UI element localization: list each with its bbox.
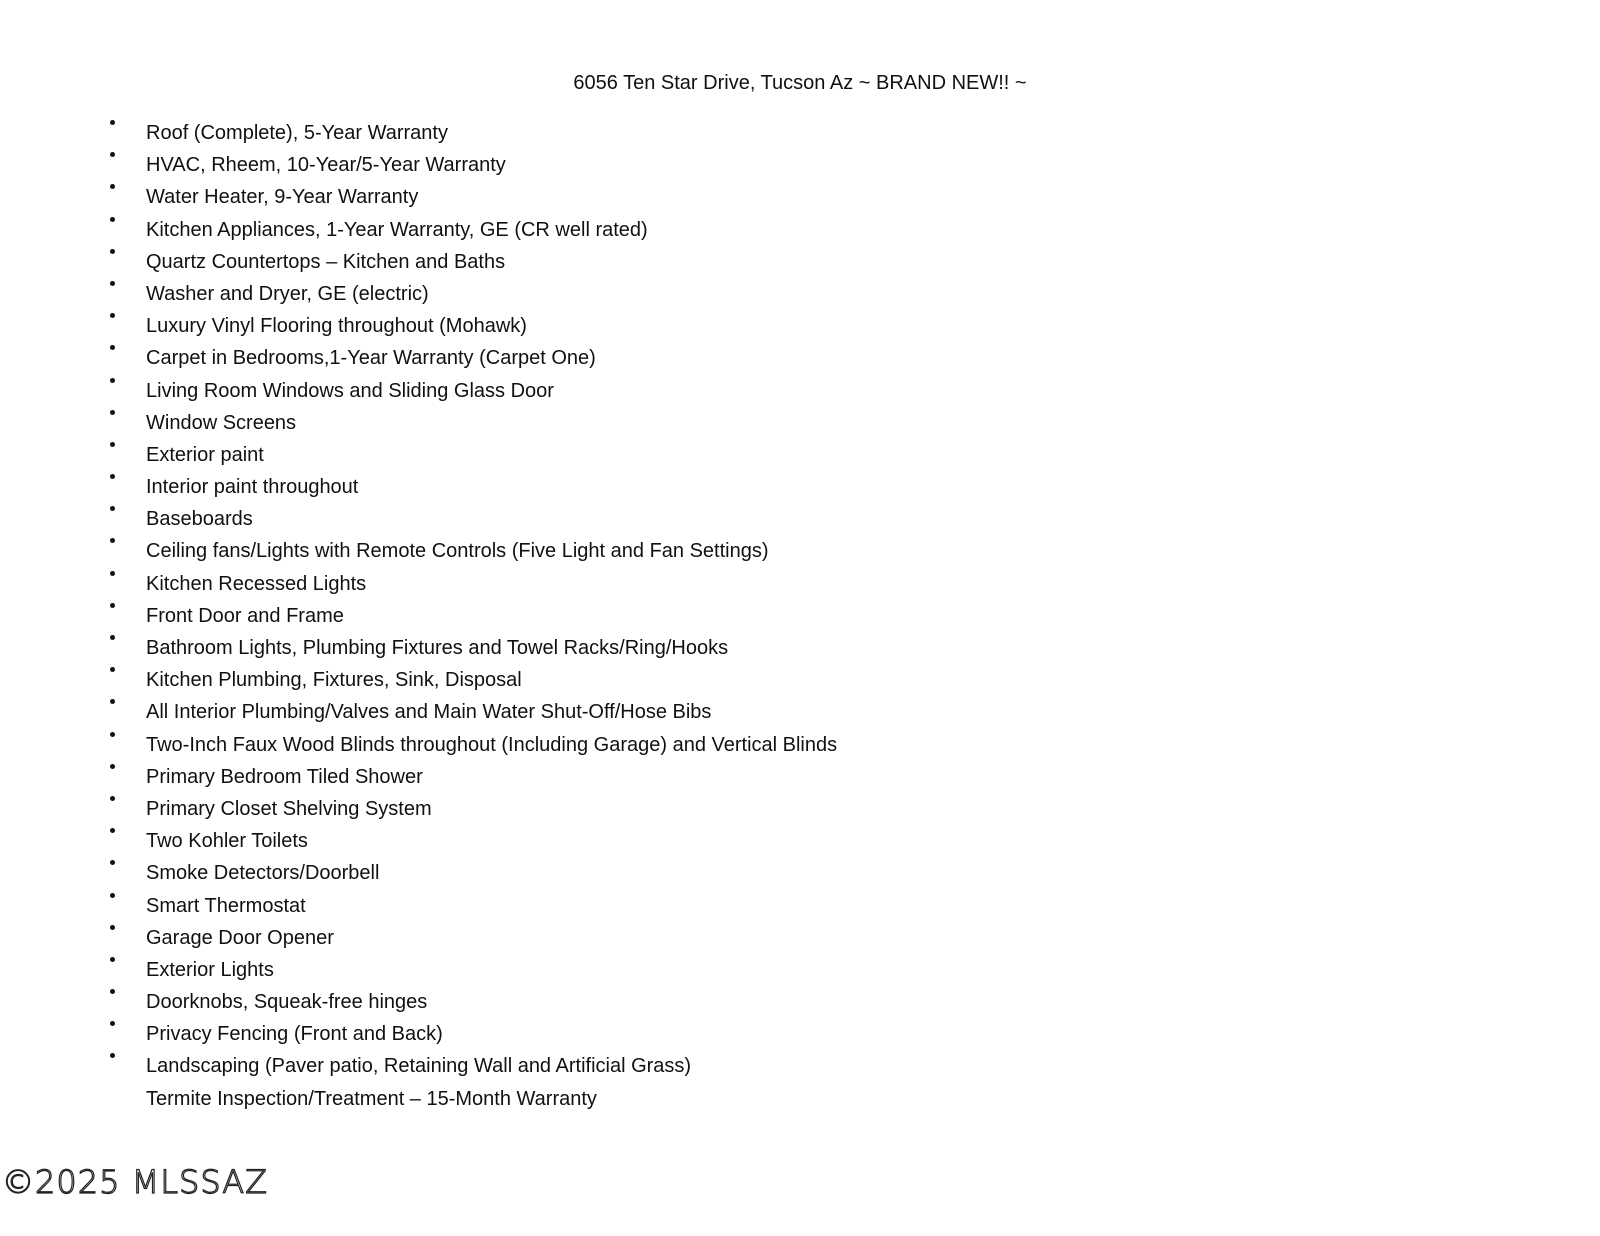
list-item-text: Primary Closet Shelving System bbox=[146, 797, 432, 820]
bullet-icon bbox=[110, 410, 115, 415]
list-item bbox=[0, 569, 1600, 601]
list-item-text: Front Door and Frame bbox=[146, 604, 344, 627]
list-item bbox=[0, 1084, 1600, 1116]
bullet-icon bbox=[110, 796, 115, 801]
list-item bbox=[0, 794, 1600, 826]
list-item bbox=[0, 182, 1600, 214]
bullet-icon bbox=[110, 732, 115, 737]
list-item-text: Washer and Dryer, GE (electric) bbox=[146, 282, 429, 305]
list-item bbox=[0, 891, 1600, 923]
bullet-icon bbox=[110, 120, 115, 125]
bullet-icon bbox=[110, 860, 115, 865]
list-item-text: Landscaping (Paver patio, Retaining Wall and Artificial Grass) bbox=[146, 1055, 692, 1078]
bullet-icon bbox=[110, 925, 115, 930]
list-item-text: Baseboards bbox=[146, 508, 253, 531]
list-item bbox=[0, 601, 1600, 633]
list-item bbox=[0, 1019, 1600, 1051]
list-item-text: Smoke Detectors/Doorbell bbox=[146, 862, 380, 885]
list-item bbox=[0, 858, 1600, 890]
bullet-icon bbox=[110, 699, 115, 704]
list-item bbox=[0, 536, 1600, 568]
list-item bbox=[0, 247, 1600, 279]
list-item-text: HVAC, Rheem, 10-Year/5-Year Warranty bbox=[146, 154, 506, 177]
bullet-icon bbox=[110, 1053, 115, 1058]
list-item bbox=[0, 987, 1600, 1019]
bullet-icon bbox=[110, 184, 115, 189]
list-item-text: Garage Door Opener bbox=[146, 926, 334, 949]
list-item-text: Primary Bedroom Tiled Shower bbox=[146, 765, 423, 788]
bullet-icon bbox=[110, 635, 115, 640]
list-item-text: Bathroom Lights, Plumbing Fixtures and Towel Racks/Ring/Hooks bbox=[146, 637, 729, 659]
list-item-text: Luxury Vinyl Flooring throughout (Mohawk) bbox=[146, 315, 527, 338]
list-item bbox=[0, 408, 1600, 440]
bullet-icon bbox=[110, 152, 115, 157]
list-item-text: Kitchen Recessed Lights bbox=[146, 572, 367, 595]
list-item bbox=[0, 697, 1600, 729]
bullet-icon bbox=[110, 989, 115, 994]
list-item-text: Exterior paint bbox=[146, 443, 264, 466]
list-item bbox=[0, 311, 1600, 343]
list-item-text: Kitchen Appliances, 1-Year Warranty, GE (CR well rated) bbox=[146, 218, 648, 241]
list-item bbox=[0, 730, 1600, 762]
list-item-text: Roof (Complete), 5-Year Warranty bbox=[146, 122, 448, 144]
list-item-text: Window Screens bbox=[146, 411, 297, 434]
bullet-icon bbox=[110, 1021, 115, 1026]
list-item bbox=[0, 633, 1600, 665]
list-item bbox=[0, 1051, 1600, 1083]
list-item bbox=[0, 762, 1600, 794]
copyright-watermark: ©2025 MLSSAZ bbox=[2, 1163, 269, 1201]
list-item-text: Interior paint throughout bbox=[146, 476, 359, 499]
list-item bbox=[0, 215, 1600, 247]
bullet-icon bbox=[110, 217, 115, 222]
page-title: 6056 Ten Star Drive, Tucson Az ~ BRAND NEW!! ~ bbox=[573, 72, 1027, 94]
list-item-text: All Interior Plumbing/Valves and Main Water Shut-Off/Hose Bibs bbox=[146, 701, 712, 724]
bullet-icon bbox=[110, 474, 115, 479]
bullet-icon bbox=[110, 249, 115, 254]
bullet-icon bbox=[110, 571, 115, 576]
list-item bbox=[0, 472, 1600, 504]
list-item-text: Water Heater, 9-Year Warranty bbox=[146, 186, 419, 209]
bullet-icon bbox=[110, 667, 115, 672]
list-item-text: Two-Inch Faux Wood Blinds throughout (Including Garage) and Vertical Blinds bbox=[146, 733, 838, 756]
list-item-text: Exterior Lights bbox=[146, 958, 274, 981]
list-item bbox=[0, 826, 1600, 858]
list-item-text: Two Kohler Toilets bbox=[146, 830, 308, 853]
feature-list bbox=[0, 118, 1600, 1116]
list-item bbox=[0, 955, 1600, 987]
list-item-text: Doorknobs, Squeak-free hinges bbox=[146, 991, 428, 1014]
list-item bbox=[0, 440, 1600, 472]
bullet-icon bbox=[110, 828, 115, 833]
list-item-text: Kitchen Plumbing, Fixtures, Sink, Disposal bbox=[146, 669, 522, 692]
list-item-text: Living Room Windows and Sliding Glass Door bbox=[146, 379, 554, 402]
bullet-icon bbox=[110, 281, 115, 286]
bullet-icon bbox=[110, 957, 115, 962]
list-item bbox=[0, 279, 1600, 311]
bullet-icon bbox=[110, 506, 115, 511]
bullet-icon bbox=[110, 345, 115, 350]
bullet-icon bbox=[110, 313, 115, 318]
list-item bbox=[0, 343, 1600, 375]
list-item-text: Smart Thermostat bbox=[146, 894, 306, 917]
bullet-icon bbox=[110, 893, 115, 898]
list-item bbox=[0, 665, 1600, 697]
bullet-icon bbox=[110, 378, 115, 383]
list-item-text: Ceiling fans/Lights with Remote Controls (Five Light and Fan Settings) bbox=[146, 540, 769, 563]
bullet-icon bbox=[110, 764, 115, 769]
list-item bbox=[0, 118, 1600, 150]
bullet-icon bbox=[110, 603, 115, 608]
list-item-text: Termite Inspection/Treatment – 15-Month Warranty bbox=[146, 1087, 597, 1110]
list-item bbox=[0, 376, 1600, 408]
list-item bbox=[0, 923, 1600, 955]
list-item bbox=[0, 150, 1600, 182]
list-item-text: Privacy Fencing (Front and Back) bbox=[146, 1023, 443, 1046]
bullet-icon bbox=[110, 442, 115, 447]
list-item-text: Carpet in Bedrooms,1-Year Warranty (Carpet One) bbox=[146, 347, 596, 370]
list-item bbox=[0, 504, 1600, 536]
bullet-icon bbox=[110, 538, 115, 543]
list-item-text: Quartz Countertops – Kitchen and Baths bbox=[146, 250, 506, 273]
